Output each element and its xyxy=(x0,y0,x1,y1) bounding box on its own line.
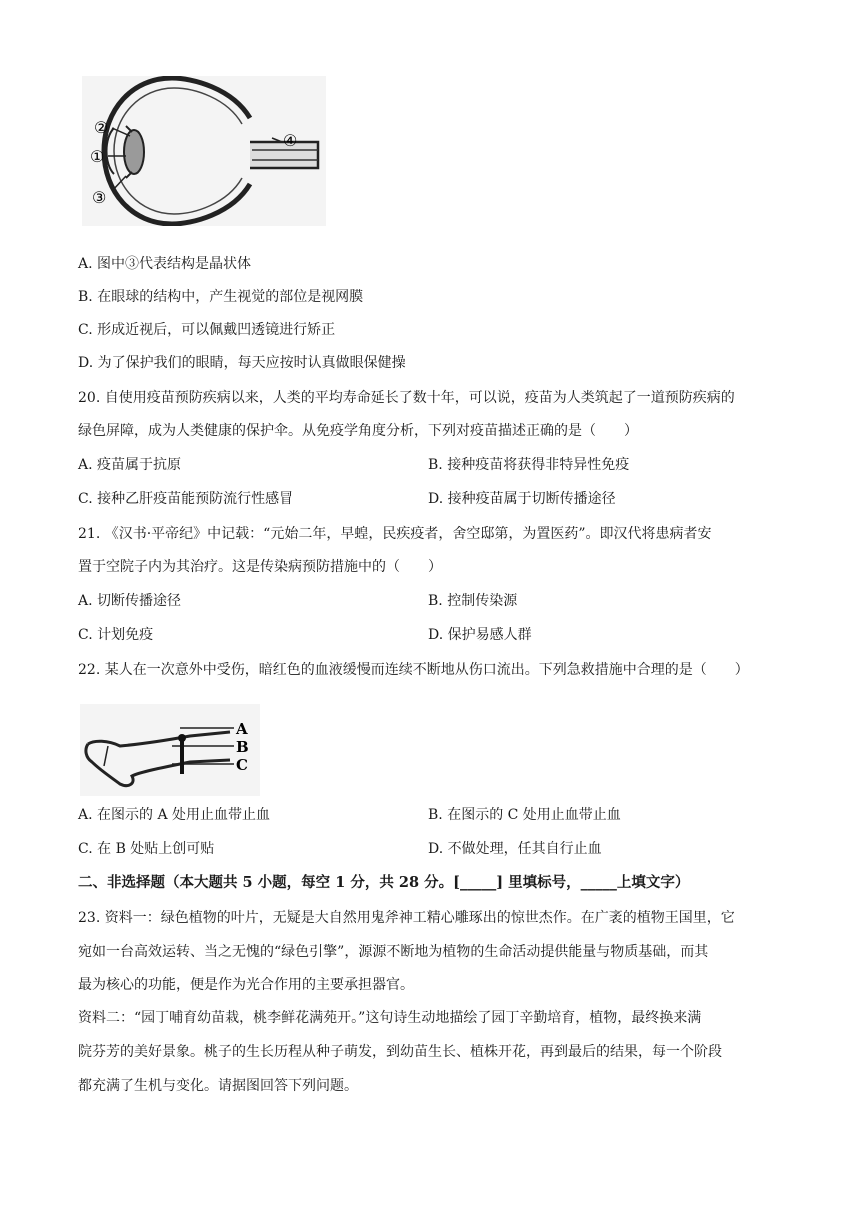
leg-svg xyxy=(80,704,260,796)
q21-stem-line1: 21. 《汉书·平帝纪》中记载：“元始二年，早蝗，民疾疫者，舍空邸第，为置医药”。即汉代将患病者安 xyxy=(78,526,712,542)
section2-heading: 二、非选择题（本大题共 5 小题，每空 1 分，共 28 分。[_____] 里填标号，_____上填文字） xyxy=(78,874,690,891)
q20-option-c: C. 接种乙肝疫苗能预防流行性感冒 xyxy=(78,491,294,507)
leg-label-b: B xyxy=(236,738,249,756)
q22-stem: 22. 某人在一次意外中受伤，暗红色的血液缓慢而连续不断地从伤口流出。下列急救措施中合理的是（ ） xyxy=(78,662,749,678)
q22-option-b: B. 在图示的 C 处用止血带止血 xyxy=(428,807,621,823)
q23-p2-line2: 院芬芳的美好景象。桃子的生长历程从种子萌发，到幼苗生长、植株开花，再到最后的结果，每一个阶段 xyxy=(78,1044,722,1060)
leg-label-c: C xyxy=(236,756,248,774)
q22-option-c: C. 在 B 处贴上创可贴 xyxy=(78,841,215,857)
q20-option-a: A. 疫苗属于抗原 xyxy=(78,457,182,473)
q23-p1-line1: 23. 资料一：绿色植物的叶片，无疑是大自然用鬼斧神工精心雕琢出的惊世杰作。在广袤的植物王国里，它 xyxy=(78,910,735,926)
leg-diagram xyxy=(80,704,260,796)
q21-option-b: B. 控制传染源 xyxy=(428,593,518,609)
q21-option-a: A. 切断传播途径 xyxy=(78,593,182,609)
eye-diagram xyxy=(82,76,326,226)
lens xyxy=(124,130,144,174)
q19-option-c: C. 形成近视后，可以佩戴凹透镜进行矫正 xyxy=(78,322,336,338)
q20-stem-line2: 绿色屏障，成为人类健康的保护伞。从免疫学角度分析，下列对疫苗描述正确的是（ ） xyxy=(78,423,638,439)
q20-option-b: B. 接种疫苗将获得非特异性免疫 xyxy=(428,457,630,473)
q21-stem-line2: 置于空院子内为其治疗。这是传染病预防措施中的（ ） xyxy=(78,559,442,575)
q23-p2-line3: 都充满了生机与变化。请据图回答下列问题。 xyxy=(78,1078,358,1094)
eye-label-3: ③ xyxy=(92,188,107,207)
q21-option-c: C. 计划免疫 xyxy=(78,627,154,643)
q23-p2-line1: 资料二：“园丁哺育幼苗栽，桃李鲜花满苑开。”这句诗生动地描绘了园丁辛勤培育，植物，最终换来满 xyxy=(78,1010,702,1026)
q21-option-d: D. 保护易感人群 xyxy=(428,627,532,643)
q20-option-d: D. 接种疫苗属于切断传播途径 xyxy=(428,491,616,507)
eye-label-4: ④ xyxy=(283,131,298,150)
q22-option-a: A. 在图示的 A 处用止血带止血 xyxy=(78,807,271,823)
q20-stem-line1: 20. 自使用疫苗预防疾病以来，人类的平均寿命延长了数十年，可以说，疫苗为人类筑起了一道预防疾病的 xyxy=(78,390,735,406)
q23-p1-line3: 最为核心的功能，便是作为光合作用的主要承担器官。 xyxy=(78,977,414,993)
q23-p1-line2: 宛如一台高效运转、当之无愧的“绿色引擎”，源源不断地为植物的生命活动提供能量与物质基础，而其 xyxy=(78,944,709,960)
q19-option-a: A. 图中③代表结构是晶状体 xyxy=(78,256,252,272)
eyeball-svg xyxy=(82,76,326,226)
q19-option-b: B. 在眼球的结构中，产生视觉的部位是视网膜 xyxy=(78,289,364,305)
eye-label-1: ① xyxy=(90,147,105,166)
eye-label-2: ② xyxy=(94,118,109,137)
q22-option-d: D. 不做处理，任其自行止血 xyxy=(428,841,602,857)
leg-label-a: A xyxy=(236,720,248,738)
q19-option-d: D. 为了保护我们的眼睛，每天应按时认真做眼保健操 xyxy=(78,355,406,371)
